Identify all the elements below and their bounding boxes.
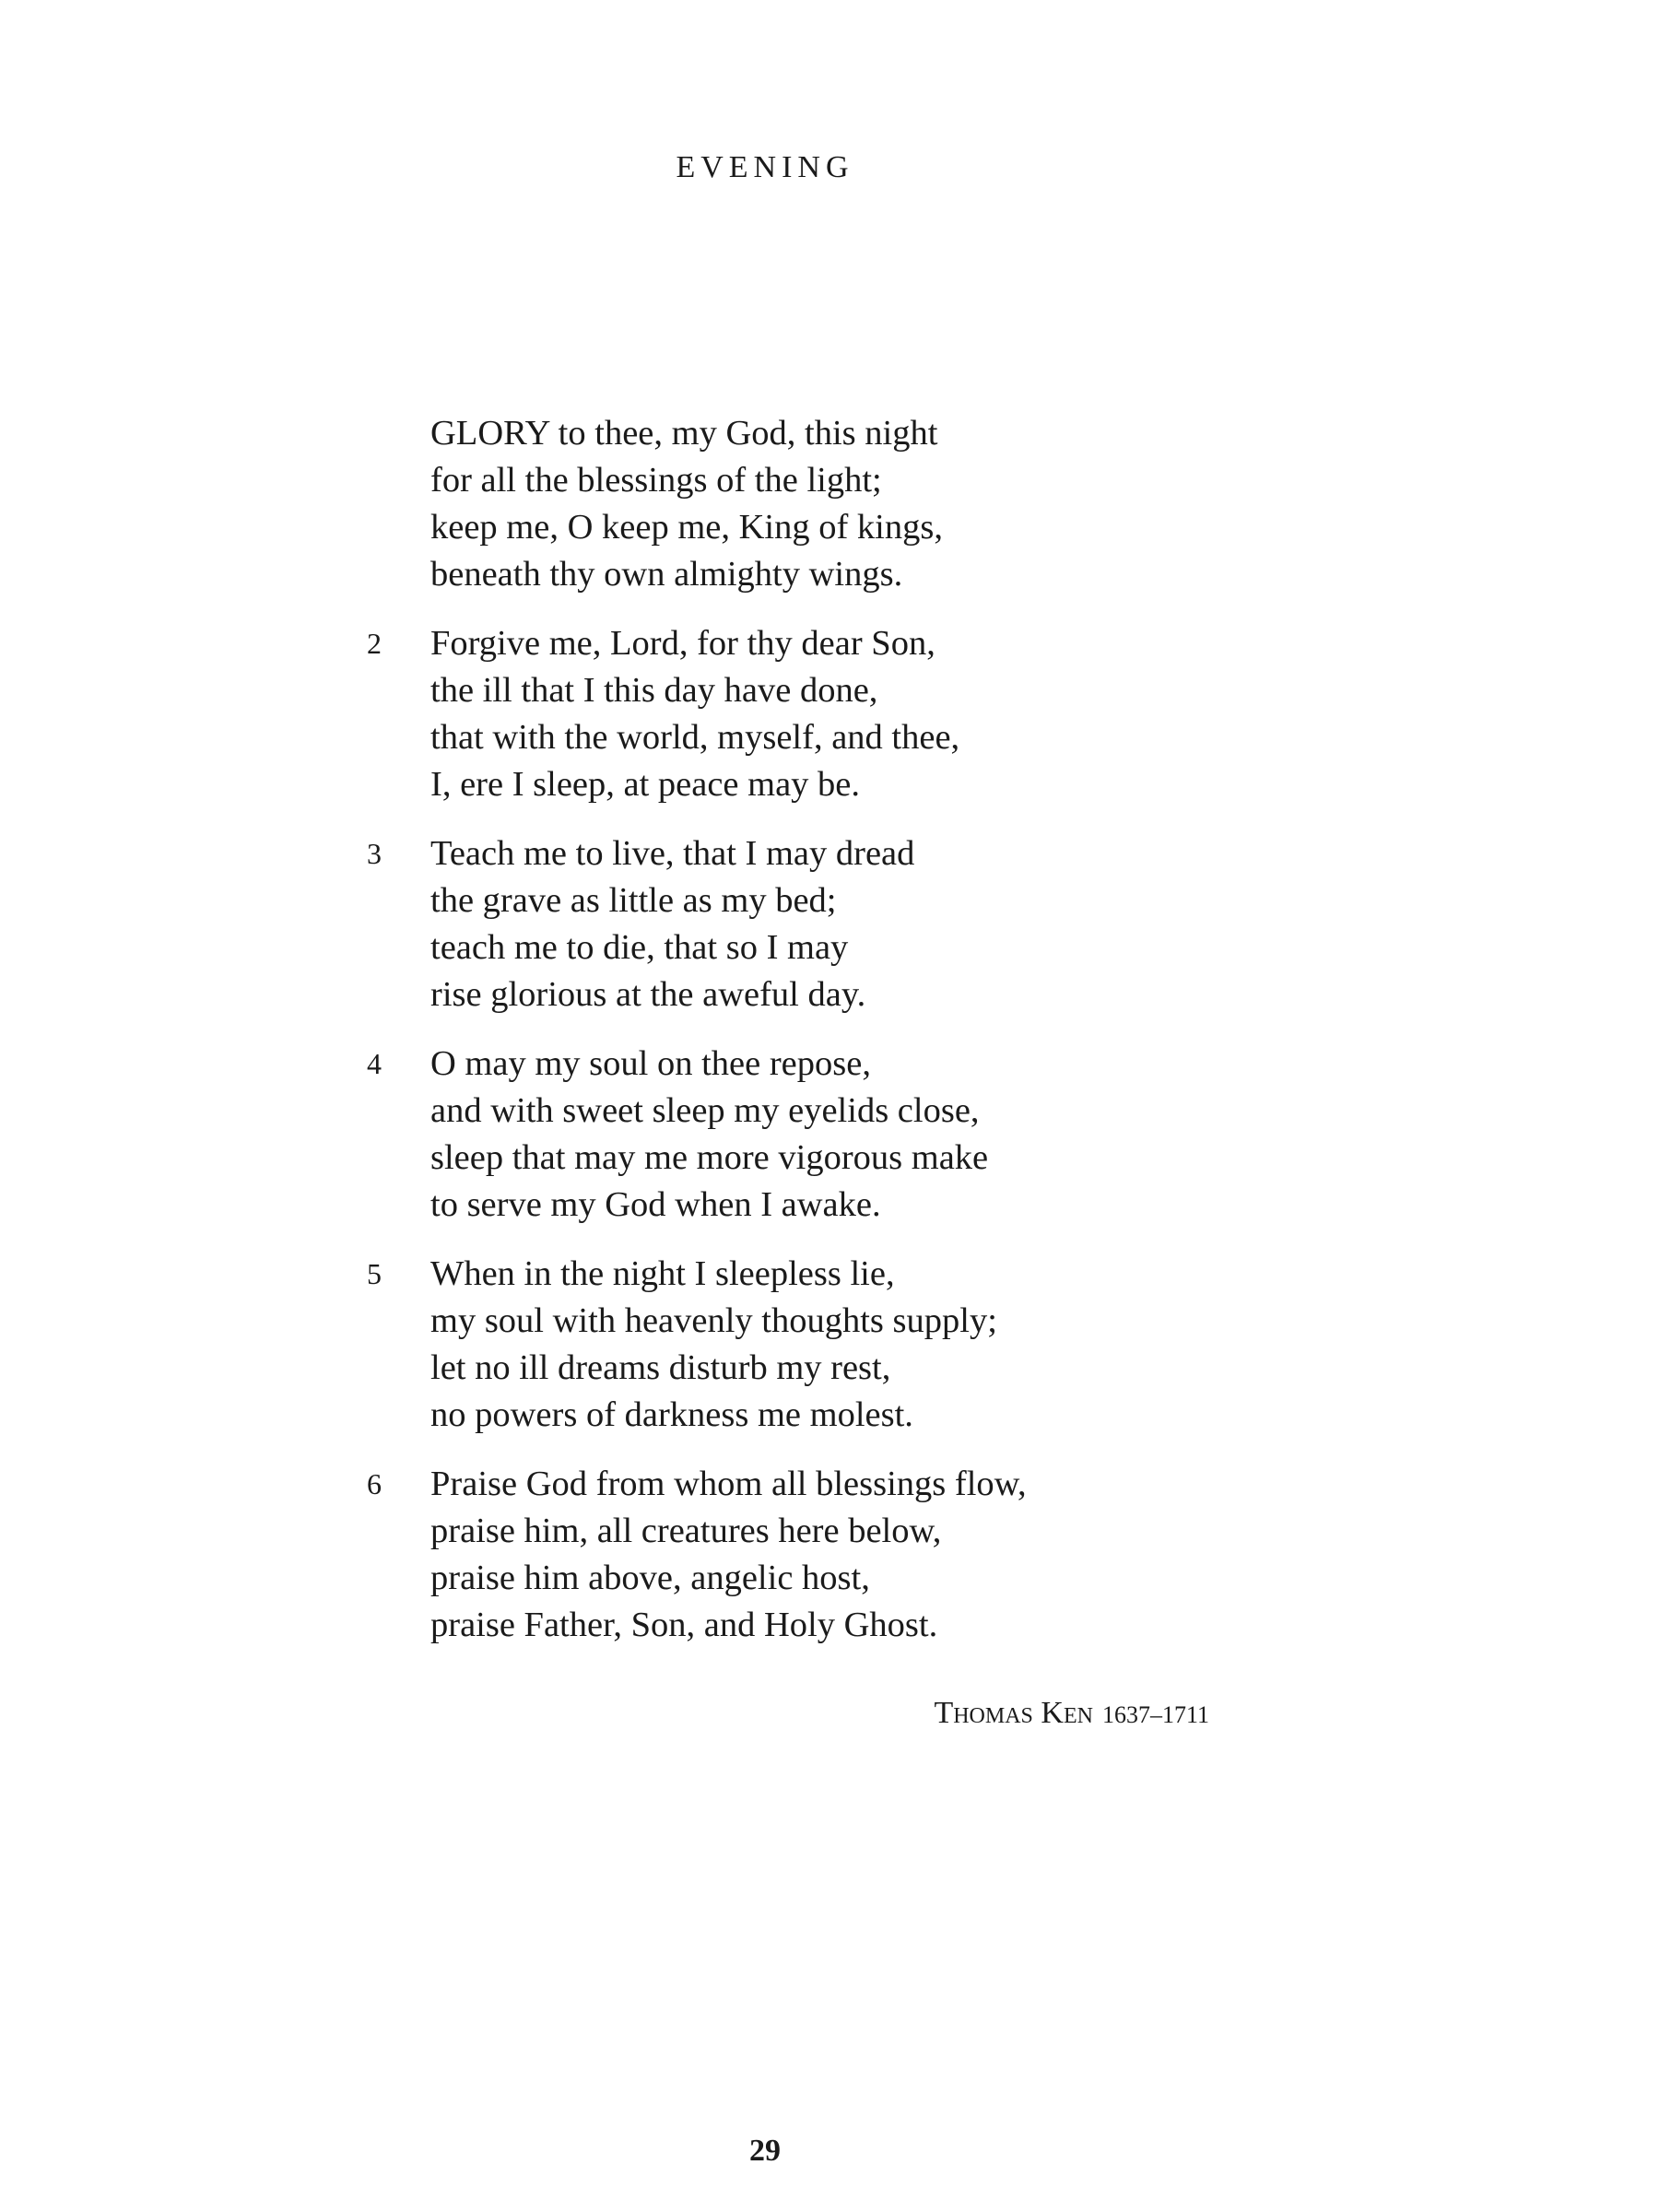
author-name: Thomas Ken xyxy=(934,1696,1093,1730)
verse-line: praise Father, Son, and Holy Ghost. xyxy=(430,1606,938,1644)
verse-line: praise him above, angelic host, xyxy=(430,1559,870,1597)
stanza xyxy=(0,1251,1659,1439)
verse-line: Praise God from whom all blessings flow, xyxy=(430,1465,1027,1503)
verse-line: Teach me to live, that I may dread xyxy=(430,834,915,873)
verse-number: 6 xyxy=(367,1467,382,1500)
stanza xyxy=(0,1041,1659,1229)
verse-number: 5 xyxy=(367,1257,382,1290)
verse-line: I, ere I sleep, at peace may be. xyxy=(430,765,861,804)
verse-line: When in the night I sleepless lie, xyxy=(430,1254,895,1293)
verse-line: for all the blessings of the light; xyxy=(430,461,882,500)
verse-line: my soul with heavenly thoughts supply; xyxy=(430,1301,997,1340)
verse-line: sleep that may me more vigorous make xyxy=(430,1138,989,1177)
author-dates: 1637–1711 xyxy=(1101,1701,1209,1728)
stanza xyxy=(0,620,1659,808)
verse-number: 4 xyxy=(367,1047,382,1080)
verse-number: 2 xyxy=(367,627,382,660)
stanza xyxy=(0,830,1659,1018)
verse-line: GLORY to thee, my God, this night xyxy=(430,414,938,453)
verse-line: keep me, O keep me, King of kings, xyxy=(430,508,943,547)
verse-line: praise him, all creatures here below, xyxy=(430,1512,942,1550)
running-head: EVENING xyxy=(676,150,854,184)
verse-line: no powers of darkness me molest. xyxy=(430,1395,913,1434)
verse-line: teach me to die, that so I may xyxy=(430,928,849,967)
stanza xyxy=(0,1461,1659,1649)
verse-line: rise glorious at the aweful day. xyxy=(430,975,866,1014)
verse-line: that with the world, myself, and thee, xyxy=(430,718,960,757)
verse-line: the ill that I this day have done, xyxy=(430,671,878,710)
author-attribution xyxy=(0,1696,1209,1731)
verse-line: O may my soul on thee repose, xyxy=(430,1044,871,1083)
stanza xyxy=(0,410,1659,598)
verse-line: let no ill dreams disturb my rest, xyxy=(430,1348,891,1387)
verse-line: and with sweet sleep my eyelids close, xyxy=(430,1091,980,1130)
verse-line: to serve my God when I awake. xyxy=(430,1185,881,1224)
verse-number: 3 xyxy=(367,837,382,870)
verse-line: Forgive me, Lord, for thy dear Son, xyxy=(430,624,935,663)
verse-line: beneath thy own almighty wings. xyxy=(430,555,903,594)
hymn-text xyxy=(0,410,1659,1671)
page-number: 29 xyxy=(749,2134,781,2168)
verse-line: the grave as little as my bed; xyxy=(430,881,837,920)
